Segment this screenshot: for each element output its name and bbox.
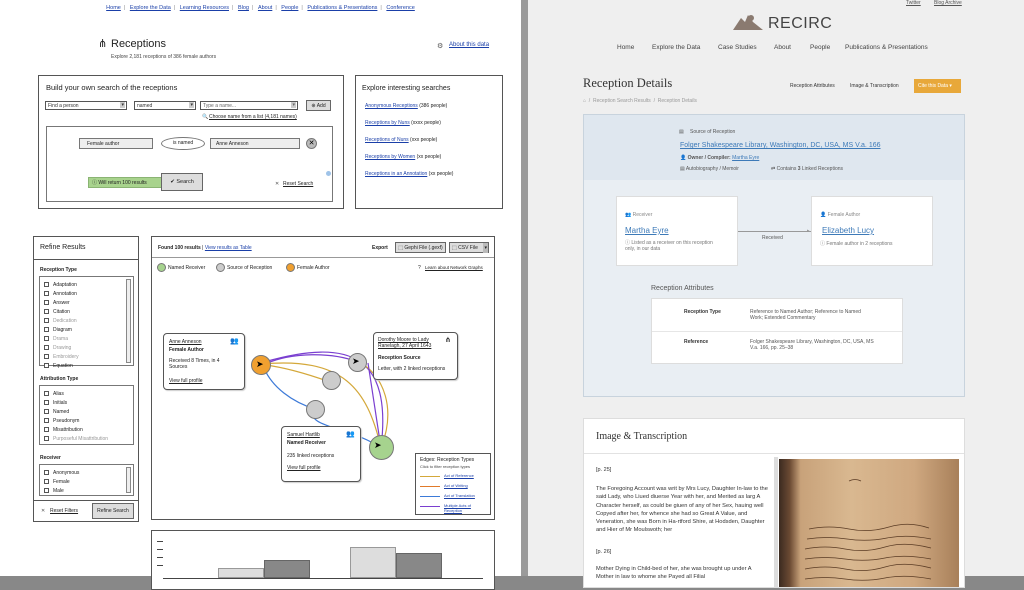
- explore-item: Receptions in an Annotation (xx people): [365, 171, 454, 177]
- info-icon: ⓘ: [820, 241, 827, 247]
- info-icon: ⓘ: [92, 180, 99, 186]
- help-icon: ?: [418, 265, 421, 271]
- edge-type-link[interactable]: Act of Writing: [444, 483, 468, 488]
- search-button[interactable]: ✔ Search: [161, 173, 203, 191]
- find-person-select[interactable]: Find a person ▾: [45, 101, 127, 110]
- graph-node-source[interactable]: [306, 400, 325, 419]
- edges-legend-title: Edges: Reception Types: [420, 457, 475, 463]
- nav-link[interactable]: Learning Resources: [179, 5, 229, 11]
- legend-label: Named Receiver: [168, 265, 206, 271]
- author-note: ⓘ Female author in 2 receptions: [820, 241, 893, 247]
- filter-checkbox[interactable]: Drama: [44, 334, 129, 343]
- explore-title: Explore interesting searches: [362, 85, 451, 92]
- bar-chart-wireframe: [151, 530, 495, 590]
- author-link[interactable]: Elizabeth Lucy: [822, 226, 875, 235]
- cite-data-button[interactable]: Cite this Data ▾: [914, 79, 961, 93]
- source-tooltip-card: [373, 332, 458, 380]
- attributes-title: Reception Attributes: [651, 285, 714, 292]
- source-label: Source of Reception: [690, 129, 736, 135]
- chart-bar: [264, 560, 310, 578]
- linked-row: ⇄ Contains 3 Linked Receptions: [771, 166, 844, 172]
- edge-type-link[interactable]: Act of Reference: [444, 473, 474, 478]
- gephi-export-button[interactable]: ⬚ Gephi File (.gexf): [395, 242, 446, 253]
- filter-checkbox[interactable]: Answer: [44, 298, 129, 307]
- blog-archive-link[interactable]: Blog Archive: [934, 0, 962, 6]
- page-title: Receptions: [111, 38, 167, 50]
- type-row: ▤ Autobiography / Memoir: [680, 166, 739, 172]
- criteria-value[interactable]: Anne Anneson: [210, 138, 300, 149]
- chevron-down-icon: ▾: [948, 83, 952, 89]
- site-nav-link[interactable]: About: [774, 44, 791, 51]
- network-graph-panel: [151, 236, 495, 520]
- person-icon: 👥: [625, 212, 633, 218]
- card-role: Named Receiver: [287, 440, 326, 446]
- filter-checkbox[interactable]: Purposeful Misattribution: [44, 434, 129, 443]
- explore-item: Receptions by Women (xx people): [365, 154, 442, 160]
- reception-details-card: [583, 114, 965, 397]
- filter-checkbox[interactable]: Female: [44, 477, 129, 486]
- filter-checkbox[interactable]: Alias: [44, 389, 129, 398]
- receiver-card: [616, 196, 738, 266]
- info-icon: ⓘ: [625, 240, 632, 246]
- card-name[interactable]: Dorothy Moore to Lady Ranelagh, 27 April 1643: [378, 337, 432, 349]
- page-subtitle: Explore 2,181 receptions of 386 female authors: [111, 54, 217, 60]
- nav-link[interactable]: People: [281, 5, 299, 11]
- attr-value: Folger Shakespeare Library, Washington, DC, USA, MS V.a. 166, pp. 25–38: [750, 339, 874, 351]
- attr-key: Reception Type: [684, 309, 721, 315]
- filter-checkbox[interactable]: Anonymous: [44, 468, 129, 477]
- received-label: Received: [762, 235, 783, 241]
- filter-checkbox[interactable]: Named: [44, 407, 129, 416]
- filter-checkbox[interactable]: Annotation: [44, 289, 129, 298]
- card-info: Received 8 Times, in 4 Sources: [169, 358, 220, 370]
- explore-item: Receptions of Nuns (xxx people): [365, 137, 438, 143]
- person-icon: 👥: [230, 338, 239, 345]
- export-label: Export: [372, 245, 388, 251]
- attr-key: Reference: [684, 339, 709, 345]
- breadcrumb: ⌂ / Reception Search Results / Reception Details: [583, 98, 697, 104]
- image-transcription-title: Image & Transcription: [596, 431, 688, 442]
- refine-search-button[interactable]: Refine Search: [92, 503, 134, 519]
- site-nav-link[interactable]: Publications & Presentations: [845, 44, 928, 51]
- learn-graphs-link[interactable]: Learn about Network Graphs: [425, 265, 483, 270]
- legend-label: Source of Reception: [227, 265, 273, 271]
- filter-checkbox[interactable]: Citation: [44, 307, 129, 316]
- criteria-field[interactable]: Female author: [79, 138, 153, 149]
- filter-checkbox[interactable]: Diagram: [44, 325, 129, 334]
- site-logo[interactable]: RECIRC: [768, 15, 833, 32]
- csv-export-button[interactable]: ⬚ CSV File ▾: [449, 242, 489, 253]
- home-icon[interactable]: ⌂: [583, 98, 587, 104]
- arrow-icon: ▸: [807, 228, 810, 234]
- card-info: Letter, with 2 linked receptions: [378, 366, 446, 372]
- status-dot: [326, 171, 331, 176]
- reset-icon: ✕: [275, 181, 280, 187]
- reset-filters-link[interactable]: Reset Filters: [50, 508, 79, 514]
- criteria-box: [46, 126, 333, 202]
- legend-label: Female Author: [297, 265, 330, 271]
- site-nav-link[interactable]: Home: [617, 44, 635, 51]
- scrollbar[interactable]: [774, 457, 778, 587]
- check-icon: ✔: [170, 179, 177, 185]
- results-header: Found 100 results | View results as Table: [158, 245, 252, 251]
- nav-link[interactable]: Publications & Presentations: [307, 5, 378, 11]
- reception-type-list: [39, 276, 134, 369]
- filter-checkbox[interactable]: Adaptation: [44, 280, 129, 289]
- card-name[interactable]: Anne Anneson: [169, 339, 202, 345]
- receiver-tooltip-card: [281, 426, 361, 482]
- chart-bar: [350, 547, 396, 578]
- nav-link[interactable]: About: [257, 5, 273, 11]
- explore-item: Receptions by Nuns (xxxx people): [365, 120, 441, 126]
- search-builder: [38, 75, 344, 209]
- filter-checkbox[interactable]: Initials: [44, 398, 129, 407]
- explore-searches: [355, 75, 503, 209]
- cursor-icon: ➤: [256, 359, 264, 369]
- card-role: Female Author: [169, 347, 204, 353]
- explore-item: Anonymous Receptions (386 people): [365, 103, 448, 109]
- site-panel: [528, 0, 1024, 581]
- filter-checkbox[interactable]: Pseudonym: [44, 416, 129, 425]
- edge-type-link[interactable]: Multiple Acts of Reception: [444, 503, 471, 513]
- search-builder-title: Build your own search of the receptions: [46, 83, 178, 92]
- wireframe-top-nav: Home | Explore the Data | Learning Resources | Blog | About | People | Publications & Presentations | Conference: [106, 5, 415, 11]
- view-profile-link[interactable]: View full profile: [169, 378, 203, 384]
- card-info: 235 linked receptions: [287, 453, 335, 459]
- results-count-badge: ⓘ Will return 100 results: [88, 177, 174, 188]
- receiver-note: ⓘ Listed as a receiver on this reception only, in our data: [625, 240, 713, 252]
- named-select[interactable]: named ▾: [134, 101, 196, 110]
- person-icon: 👤: [680, 155, 688, 161]
- reset-search-link[interactable]: Reset Search: [283, 181, 314, 187]
- card-role: Reception Source: [378, 355, 421, 361]
- edges-legend-subtitle: Click to filter reception types: [420, 464, 471, 469]
- manuscript-image[interactable]: [779, 459, 959, 587]
- scrollbar[interactable]: [126, 279, 131, 363]
- panel-divider: [521, 0, 528, 576]
- doc-icon: ▤: [679, 129, 684, 135]
- plus-icon: ⊕: [311, 103, 317, 109]
- handwriting-lines: [779, 459, 959, 587]
- filter-checkbox[interactable]: Misattribution: [44, 425, 129, 434]
- wireframe-panel: [0, 0, 521, 576]
- reset-icon: ✕: [41, 508, 46, 514]
- share-icon: ⋔: [445, 337, 451, 344]
- cursor-icon: ➤: [374, 440, 382, 450]
- nav-link[interactable]: Blog: [237, 5, 249, 11]
- twitter-link[interactable]: Twitter: [906, 0, 921, 6]
- nav-link[interactable]: Explore the Data: [129, 5, 171, 11]
- author-label: 👤 Female Author: [820, 212, 861, 218]
- page-marker: [p. 25]: [596, 467, 612, 473]
- nav-link[interactable]: Conference: [386, 5, 415, 11]
- scrollbar[interactable]: [126, 467, 131, 493]
- image-transcription-card: [583, 418, 965, 588]
- remove-icon[interactable]: ✕: [306, 138, 317, 149]
- attributes-table: [651, 298, 903, 364]
- attribution-type-list: [39, 385, 134, 445]
- download-icon: ⬚: [452, 245, 459, 251]
- site-nav-link[interactable]: Case Studies: [718, 44, 757, 51]
- receiver-list: [39, 464, 134, 496]
- edges-legend: [415, 453, 491, 515]
- filter-checkbox[interactable]: Drawing: [44, 343, 129, 352]
- receiver-label: 👥 Receiver: [625, 212, 653, 218]
- doc-icon: ▤: [680, 166, 686, 172]
- logo-icon: [731, 12, 765, 32]
- filter-checkbox[interactable]: Male: [44, 486, 129, 495]
- group-title: Attribution Type: [40, 376, 79, 382]
- link-icon: ⇄: [771, 166, 777, 172]
- site-nav-link[interactable]: People: [810, 44, 831, 51]
- author-tooltip-card: [163, 333, 245, 390]
- search-icon: 🔍: [202, 114, 209, 120]
- site-nav-link[interactable]: Explore the Data: [652, 44, 701, 51]
- refine-title: Refine Results: [40, 244, 86, 251]
- filter-checkbox[interactable]: Dedication: [44, 316, 129, 325]
- add-button[interactable]: ⊕ Add: [306, 100, 331, 111]
- graph-node-source[interactable]: [322, 371, 341, 390]
- filter-checkbox[interactable]: Embroidery: [44, 352, 129, 361]
- filter-checkbox[interactable]: Equation: [44, 361, 129, 370]
- edge-type-link[interactable]: Act of Translation: [444, 493, 475, 498]
- page-marker: [p. 26]: [596, 549, 612, 555]
- view-profile-link[interactable]: View full profile: [287, 465, 321, 471]
- source-link[interactable]: Folger Shakespeare Library, Washington, DC, USA, MS V.a. 166: [680, 142, 881, 149]
- refine-results: [33, 236, 139, 522]
- about-data-link[interactable]: About this data: [449, 42, 490, 48]
- attr-value: Reference to Named Author; Reference to Named Work; Extended Commentary: [750, 309, 861, 321]
- owner-row: 👤 Owner / Compiler: Martha Eyre: [680, 155, 760, 161]
- author-card: [811, 196, 933, 266]
- transcription-text: Mother Dying in Child-bed of her, she was brought up under A Mother in law to whome she Payed all Filial: [596, 566, 752, 581]
- criteria-operator[interactable]: is named: [161, 137, 205, 150]
- person-icon: 👤: [820, 212, 828, 218]
- share-icon[interactable]: ⋔: [98, 38, 108, 50]
- choose-name-link[interactable]: Choose name from a list (4,181 names): [209, 114, 297, 120]
- download-icon: ⬚: [398, 245, 405, 251]
- person-icon: 👥: [346, 431, 355, 438]
- cursor-icon: ➤: [352, 356, 360, 366]
- gear-icon: ⚙: [437, 43, 444, 50]
- name-input[interactable]: Type a name... ▾: [200, 101, 298, 110]
- chart-bar: [396, 553, 442, 578]
- nav-link[interactable]: Home: [106, 5, 121, 11]
- receiver-link[interactable]: Martha Eyre: [625, 226, 669, 235]
- transcription-text: The Foregoing Account was writ by Mrs Lucy, Daughter In-law to the said Lady, who Liued diuerse Year with her, and Merited as larg A Character herself, as could be giuen of any of her Sex, hauing well Copyed after her, for whence she had so Great A Value, and Veneration, she was Born in Ha-rtford Shire, at Hodsden, Daughter and Hier of Mr Moulswoth; her: [596, 486, 768, 534]
- group-title: Receiver: [40, 455, 61, 461]
- group-title: Reception Type: [40, 267, 77, 273]
- details-title: Reception Details: [583, 76, 673, 90]
- card-name[interactable]: Samuel Hartlib: [287, 432, 320, 438]
- tab-reception-attributes[interactable]: Reception Attributes: [790, 83, 835, 89]
- chart-bar: [218, 568, 264, 578]
- tab-image-transcription[interactable]: Image & Transcription: [850, 83, 899, 89]
